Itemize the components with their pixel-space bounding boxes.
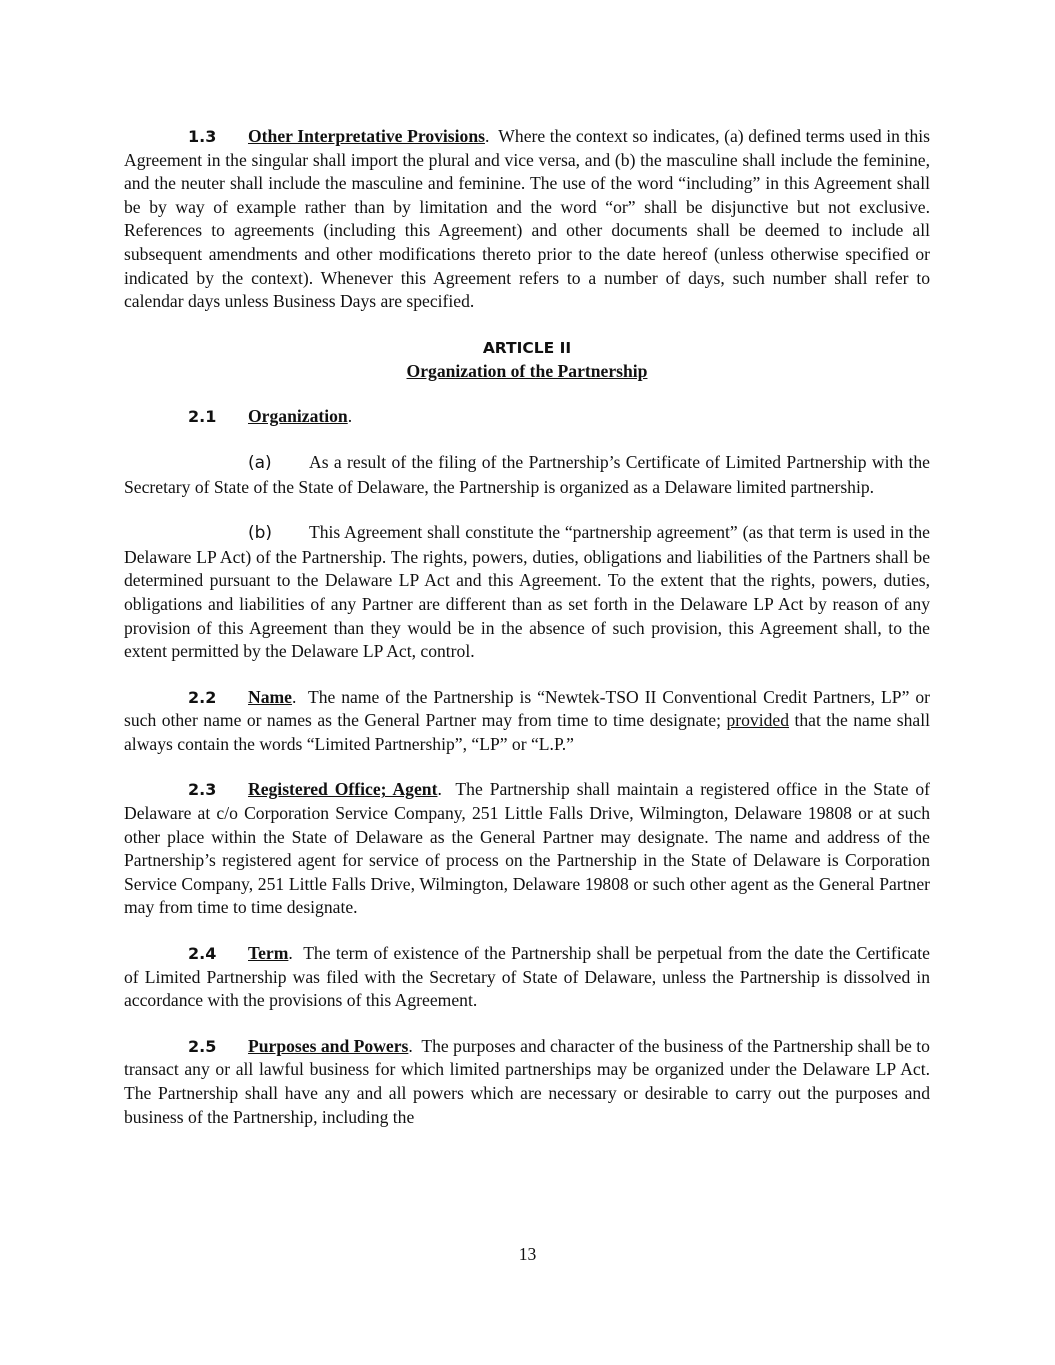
article-heading (124, 336, 930, 384)
section-2-3: 2.3 Registered Office; Agent. The Partnership shall maintain a registered office in the State of Delaware at c/o Corporation Service Company, 251 Little Falls Drive, Wilmington, Delaware 19808 or at such other place within the State of Delaware as the General Partner may designate. The name and address of the Partnership’s registered agent for service of process on the Partnership in the State of Delaware is Corporation Service Company, 251 Little Falls Drive, Wilmington, Delaware 19808 or such other agent as the General Partner may from time to time designate. (124, 779, 930, 918)
section-number: 2.5 (188, 1036, 217, 1056)
page-number: 13 (518, 1244, 537, 1264)
section-2-2: 2.2 Name. The name of the Partnership is “Newtek-TSO II Conventional Credit Partners, LP” or such other name or names as the General Partner may from time to time designate; provided that the name shall always contain the words “Limited Partnership”, “LP” or “L.P.” (124, 686, 930, 754)
section-1-3: 1.3 Other Interpretative Provisions. Where the context so indicates, (a) defined terms used in this Agreement in the singular shall import the plural and vice versa, and (b) the masculine shall include the feminine, and the neuter shall include the masculine and feminine. The use of the word “including” in this Agreement shall be by way of example rather than by limitation and the word “or” shall be disjunctive but not exclusive. References to agreements (including this Agreement) and other documents shall be deemed to include all subsequent amendments and other modifications thereto prior to the date hereof (unless otherwise specified or indicated by the context). Whenever this Agreement refers to a number of days, such number shall refer to calendar days unless Business Days are specified. (124, 126, 930, 312)
section-number: 2.3 (188, 780, 217, 800)
section-text: The name of the Partnership is “Newtek-TSO II Conventional Credit Partners, LP” or such other name or names as the General Partner may from time to time designate; (124, 686, 930, 731)
section-number: 2.4 (188, 944, 217, 964)
document-page (124, 125, 930, 1129)
section-text: The purposes and character of the business of the Partnership shall be to transact any or all lawful business for which limited partnerships may be organized under the Delaware LP Act. The Partnership shall have any and all powers which are necessary or desirable to carry out the purposes and business of the Partnership, including the (124, 1035, 930, 1127)
subsection-text: As a result of the filing of the Partnership’s Certificate of Limited Partnership with the Secretary of State of the State of Delaware, the Partnership is organized as a Delaware limited partnership. (124, 451, 930, 497)
section-heading: Registered Office; Agent (248, 779, 438, 800)
section-2-1: 2.1 Organization. (124, 405, 930, 429)
subsection-2-1-b (124, 521, 930, 664)
subsection-text: This Agreement shall constitute the “partnership agreement” (as that term is used in the Delaware LP Act) of the Partnership. The rights, powers, duties, obligations and liabilities of the Partners shall be determined pursuant to the Delaware LP Act and this Agreement. To the extent that the rights, powers, duties, obligations and liabilities of any Partner are different than as set forth in the Delaware LP Act by reason of any provision of this Agreement than they would be in the absence of such provision, this Agreement shall, to the extent permitted by the Delaware LP Act, control. (124, 522, 930, 662)
section-2-5: 2.5 Purposes and Powers. The purposes and character of the business of the Partnership shall be to transact any or all lawful business for which limited partnerships may be organized under the Delaware LP Act. The Partnership shall have any and all powers which are necessary or desirable to carry out the purposes and business of the Partnership, including the (124, 1035, 930, 1127)
subsection-label: (a) (248, 452, 272, 473)
section-heading: Name (248, 686, 292, 707)
article-number: ARTICLE II (482, 338, 572, 357)
section-text: The term of existence of the Partnership shall be perpetual from the date the Certificate of Limited Partnership was filed with the Secretary of State of Delaware, unless the Partnership is dissolved in accordance with the provisions of this Agreement. (124, 943, 930, 1011)
section-2-4: 2.4 Term. The term of existence of the Partnership shall be perpetual from the date the Certificate of Limited Partnership was filed with the Secretary of State of Delaware, unless the Partnership is dissolved in accordance with the provisions of this Agreement. (124, 943, 930, 1011)
article-title: Organization of the Partnership (406, 360, 648, 381)
section-text-continued: that the name shall always contain the words “Limited Partnership”, “LP” or “L.P.” (124, 710, 930, 754)
provided-term: provided (726, 710, 789, 731)
section-heading: Term (248, 943, 289, 964)
section-number: 2.1 (188, 407, 217, 427)
section-number: 2.2 (188, 687, 217, 707)
section-text: The Partnership shall maintain a registered office in the State of Delaware at c/o Corporation Service Company, 251 Little Falls Drive, Wilmington, Delaware 19808 or at such other place within the State of Delaware as the General Partner may designate. The name and address of the Partnership’s registered agent for service of process on the Partnership in the State of Delaware is Corporation Service Company, 251 Little Falls Drive, Wilmington, Delaware 19808 or such other agent as the General Partner may from time to time designate. (124, 779, 930, 918)
section-heading: Other Interpretative Provisions (248, 126, 485, 146)
subsection-2-1-a (124, 451, 930, 499)
subsection-label: (b) (248, 523, 273, 544)
section-heading: Purposes and Powers (248, 1035, 409, 1056)
section-number: 1.3 (188, 127, 217, 146)
section-heading: Organization (248, 406, 348, 427)
section-text: Where the context so indicates, (a) defined terms used in this Agreement in the singular shall import the plural and vice versa, and (b) the masculine shall include the feminine, and the neuter shall include the masculine and feminine. The use of the word “including” in this Agreement shall be by way of example rather than by limitation and the word “or” shall be disjunctive but not exclusive. References to agreements (including this Agreement) and other documents shall be deemed to include all subsequent amendments and other modifications thereto prior to the date hereof (unless otherwise specified or indicated by the context). Whenever this Agreement refers to a number of days, such number shall refer to calendar days unless Business Days are specified. (124, 126, 930, 312)
